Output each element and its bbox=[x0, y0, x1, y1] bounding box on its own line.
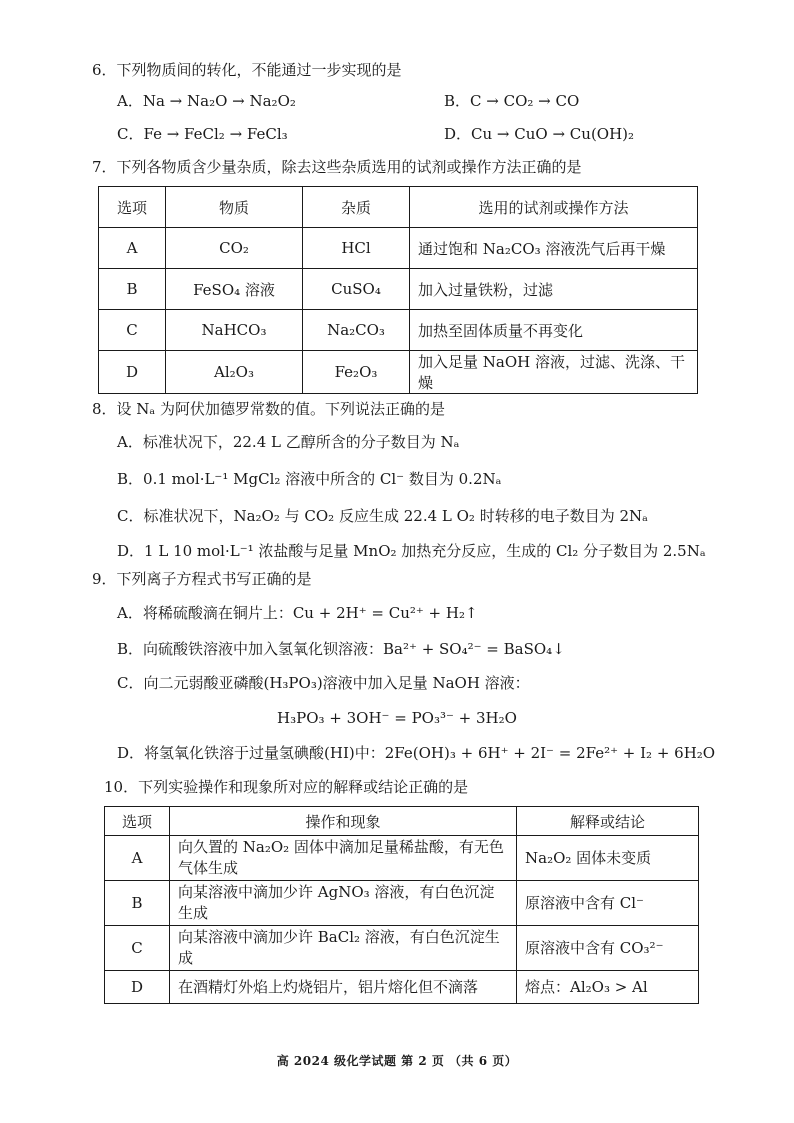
table-header-cell: 杂质 bbox=[303, 187, 410, 228]
table-cell: B bbox=[99, 269, 166, 310]
table-header-cell: 操作和现象 bbox=[170, 807, 517, 836]
table-header-cell: 解释或结论 bbox=[517, 807, 699, 836]
table-cell: 原溶液中含有 Cl⁻ bbox=[517, 881, 699, 926]
table-header-cell: 选项 bbox=[99, 187, 166, 228]
q8-option-d: D．1 L 10 mol·L⁻¹ 浓盐酸与足量 MnO₂ 加热充分反应，生成的 Cl₂ 分子数目为 2.5Nₐ bbox=[117, 542, 706, 560]
table-cell: C bbox=[99, 310, 166, 351]
table-cell: Fe₂O₃ bbox=[303, 351, 410, 394]
table-cell: 向久置的 Na₂O₂ 固体中滴加足量稀盐酸，有无色气体生成 bbox=[170, 836, 517, 881]
q9-option-d: D．将氢氧化铁溶于过量氢碘酸(HI)中：2Fe(OH)₃ + 6H⁺ + 2I⁻ = 2Fe²⁺ + I₂ + 6H₂O bbox=[117, 744, 716, 762]
q8-option-b: B．0.1 mol·L⁻¹ MgCl₂ 溶液中所含的 Cl⁻ 数目为 0.2Nₐ bbox=[117, 470, 502, 488]
table-cell: 加入足量 NaOH 溶液，过滤、洗涤、干燥 bbox=[410, 351, 698, 394]
q9-title: 9．下列离子方程式书写正确的是 bbox=[92, 570, 312, 588]
q6-title: 6．下列物质间的转化，不能通过一步实现的是 bbox=[92, 61, 402, 79]
table-row bbox=[105, 881, 699, 926]
table-cell: Al₂O₃ bbox=[166, 351, 303, 394]
table-cell: HCl bbox=[303, 228, 410, 269]
table-cell: A bbox=[105, 836, 170, 881]
table-cell: 原溶液中含有 CO₃²⁻ bbox=[517, 926, 699, 971]
table-cell: Na₂O₂ 固体未变质 bbox=[517, 836, 699, 881]
table-cell: 向某溶液中滴加少许 BaCl₂ 溶液，有白色沉淀生成 bbox=[170, 926, 517, 971]
table-cell: 熔点：Al₂O₃ > Al bbox=[517, 971, 699, 1004]
q7-table bbox=[98, 186, 698, 394]
q6-option-c: C．Fe → FeCl₂ → FeCl₃ bbox=[117, 125, 288, 143]
table-cell: FeSO₄ 溶液 bbox=[166, 269, 303, 310]
table-cell: D bbox=[105, 971, 170, 1004]
q9-option-a: A．将稀硫酸滴在铜片上：Cu + 2H⁺ = Cu²⁺ + H₂↑ bbox=[117, 604, 478, 622]
table-cell: B bbox=[105, 881, 170, 926]
table-row bbox=[105, 926, 699, 971]
q8-option-a: A．标准状况下，22.4 L 乙醇所含的分子数目为 Nₐ bbox=[117, 433, 460, 451]
q8-option-c: C．标准状况下，Na₂O₂ 与 CO₂ 反应生成 22.4 L O₂ 时转移的电子数目为 2Nₐ bbox=[117, 507, 648, 525]
table-row bbox=[105, 971, 699, 1004]
table-header-cell: 选项 bbox=[105, 807, 170, 836]
table-header-cell: 物质 bbox=[166, 187, 303, 228]
table-cell: D bbox=[99, 351, 166, 394]
q9-option-c-equation: H₃PO₃ + 3OH⁻ = PO₃³⁻ + 3H₂O bbox=[277, 709, 517, 727]
q6-option-b: B．C → CO₂ → CO bbox=[444, 92, 580, 110]
table-header-cell: 选用的试剂或操作方法 bbox=[410, 187, 698, 228]
table-cell: A bbox=[99, 228, 166, 269]
table-cell: 通过饱和 Na₂CO₃ 溶液洗气后再干燥 bbox=[410, 228, 698, 269]
table-row bbox=[99, 228, 698, 269]
table-row bbox=[99, 351, 698, 394]
table-cell: CO₂ bbox=[166, 228, 303, 269]
table-cell: 在酒精灯外焰上灼烧铝片，铝片熔化但不滴落 bbox=[170, 971, 517, 1004]
table-cell: 加入过量铁粉，过滤 bbox=[410, 269, 698, 310]
page-footer: 高 2024 级化学试题 第 2 页 （共 6 页） bbox=[276, 1054, 518, 1068]
q10-table bbox=[104, 806, 699, 1004]
table-header-row bbox=[99, 187, 698, 228]
table-cell: C bbox=[105, 926, 170, 971]
q6-option-a: A．Na → Na₂O → Na₂O₂ bbox=[117, 92, 296, 110]
q9-option-b: B．向硫酸铁溶液中加入氢氧化钡溶液：Ba²⁺ + SO₄²⁻ = BaSO₄↓ bbox=[117, 640, 565, 658]
table-cell: 加热至固体质量不再变化 bbox=[410, 310, 698, 351]
q10-title: 10．下列实验操作和现象所对应的解释或结论正确的是 bbox=[104, 778, 469, 796]
table-cell: CuSO₄ bbox=[303, 269, 410, 310]
q8-title: 8．设 Nₐ 为阿伏加德罗常数的值。下列说法正确的是 bbox=[92, 400, 445, 418]
table-row bbox=[105, 836, 699, 881]
q6-option-d: D．Cu → CuO → Cu(OH)₂ bbox=[444, 125, 635, 143]
table-row bbox=[99, 310, 698, 351]
table-row bbox=[99, 269, 698, 310]
table-cell: 向某溶液中滴加少许 AgNO₃ 溶液，有白色沉淀生成 bbox=[170, 881, 517, 926]
q9-option-c: C．向二元弱酸亚磷酸(H₃PO₃)溶液中加入足量 NaOH 溶液： bbox=[117, 674, 530, 692]
q7-title: 7．下列各物质含少量杂质，除去这些杂质选用的试剂或操作方法正确的是 bbox=[92, 158, 582, 176]
table-header-row bbox=[105, 807, 699, 836]
table-cell: Na₂CO₃ bbox=[303, 310, 410, 351]
table-cell: NaHCO₃ bbox=[166, 310, 303, 351]
